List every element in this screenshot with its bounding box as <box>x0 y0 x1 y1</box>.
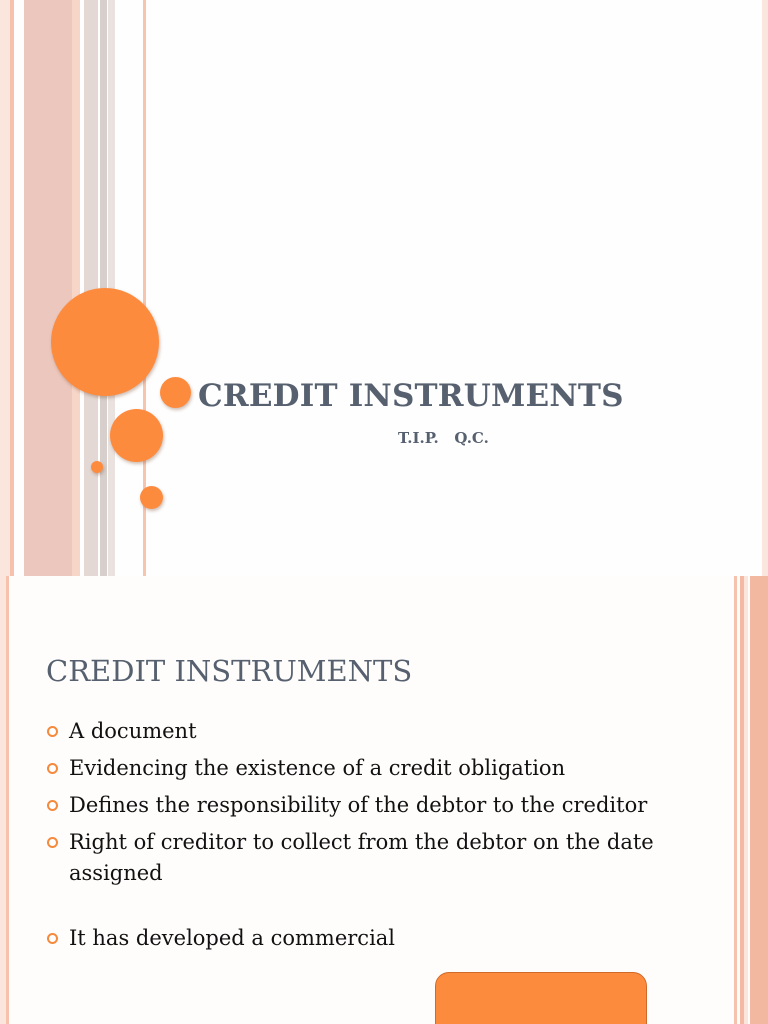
slide-title: CREDIT INSTRUMENTS <box>198 378 624 414</box>
ring-bullet-icon <box>47 800 58 811</box>
decorative-stripe <box>734 576 737 1024</box>
bullet-text: Evidencing the existence of a credit obligation <box>69 756 566 780</box>
decorative-stripe <box>0 0 10 576</box>
ring-bullet-icon <box>47 837 58 848</box>
list-item <box>46 827 686 889</box>
decorative-circle-small <box>140 486 163 509</box>
decorative-stripe <box>6 576 9 1024</box>
decorative-circle-medium <box>110 409 163 462</box>
content-slide <box>0 576 768 1024</box>
decorative-circle-large <box>51 288 159 396</box>
ring-bullet-icon <box>47 726 58 737</box>
list-item <box>46 923 686 954</box>
decorative-stripe <box>744 576 748 1024</box>
bullet-text: Right of creditor to collect from the debtor on the date assigned <box>69 830 654 885</box>
slide-subtitle: T.I.P. Q.C. <box>398 429 489 447</box>
decorative-stripe <box>72 0 80 576</box>
decorative-circle-small <box>160 377 191 408</box>
ring-bullet-icon <box>47 763 58 774</box>
list-item <box>46 790 686 821</box>
bullet-text: A document <box>69 719 197 743</box>
decorative-stripe <box>10 0 14 576</box>
decorative-stripe <box>762 0 768 576</box>
bullet-text: Defines the responsibility of the debtor to the creditor <box>69 793 648 817</box>
list-item <box>46 716 686 747</box>
slide-title: CREDIT INSTRUMENTS <box>46 654 413 688</box>
bullet-text: It has developed a commercial <box>69 926 396 950</box>
decorative-stripe <box>750 576 768 1024</box>
orange-callout-box <box>435 972 647 1024</box>
decorative-circle-tiny <box>91 461 103 473</box>
bullet-list <box>46 716 686 960</box>
list-item <box>46 753 686 784</box>
ring-bullet-icon <box>47 933 58 944</box>
decorative-stripe <box>24 0 72 576</box>
